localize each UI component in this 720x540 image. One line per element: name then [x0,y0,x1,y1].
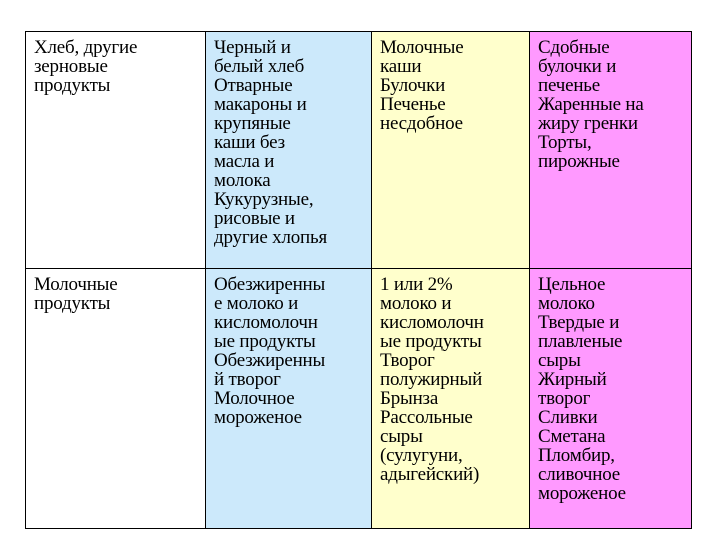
cell-text-line: булочки и [538,56,617,77]
cell-text-line: Печенье [380,94,446,115]
cell-text-line: Твердые и [538,312,620,333]
cell-text-line: сыры [380,426,423,447]
food-table [25,31,692,529]
cell-dairy-yellow [372,269,530,529]
cell-text-line: мороженое [214,407,302,428]
cell-text-line: ые продукты [214,331,316,352]
cell-text-line: Брынза [380,388,439,409]
cell-text-line: молока [214,170,271,191]
cell-text-line: сыры [538,350,581,371]
cell-text-line: Отварные [214,75,293,96]
cell-text-line: продукты [34,75,111,96]
cell-text-line: зерновые [34,56,108,77]
cell-text-line: белый хлеб [214,56,305,77]
cell-grains-category [26,32,206,269]
cell-text-line: печенье [538,75,600,96]
cell-text-line: Обезжиренны [214,274,326,295]
cell-text-line: сливочное [538,464,621,485]
cell-text-line: Сдобные [538,37,610,58]
cell-text-line: Молочные [380,37,464,58]
table-row-grains [26,32,692,269]
cell-text-line: адыгейский) [380,464,480,485]
cell-grains-blue [206,32,372,269]
cell-text-line: жиру гренки [538,113,638,134]
cell-dairy-pink [530,269,692,529]
cell-text-line: Черный и [214,37,291,58]
cell-text-line: Сливки [538,407,598,428]
cell-text-line: Цельное [538,274,606,295]
cell-text-line: Торты, [538,132,592,153]
cell-text-line: Хлеб, другие [34,37,138,58]
cell-text-line: продукты [34,293,111,314]
cell-text-line: масла и [214,151,275,172]
cell-text-line: каши [380,56,422,77]
table-row-dairy [26,269,692,529]
cell-text-line: молоко и [380,293,452,314]
cell-text-line: рисовые и [214,208,295,229]
cell-text-line: Булочки [380,75,446,96]
cell-grains-pink [530,32,692,269]
food-table-container [25,31,691,528]
cell-text-line: е молоко и [214,293,299,314]
cell-text-line: Сметана [538,426,606,447]
cell-text-line: молоко [538,293,595,314]
food-table-body [26,32,692,529]
cell-text-line: кисломолочн [380,312,484,333]
cell-text-line: Пломбир, [538,445,615,466]
cell-text-line: Жирный [538,369,607,390]
cell-text-line: мороженое [538,483,626,504]
cell-text-line: макароны и [214,94,307,115]
cell-text-line: кисломолочн [214,312,318,333]
cell-text-line: Рассольные [380,407,473,428]
cell-text-line: полужирный [380,369,483,390]
cell-text-line: Творог [380,350,435,371]
cell-grains-yellow [372,32,530,269]
cell-text-line: каши без [214,132,285,153]
cell-text-line: Молочное [214,388,295,409]
cell-text-line: пирожные [538,151,620,172]
cell-text-line: несдобное [380,113,463,134]
cell-text-line: Молочные [34,274,118,295]
cell-text-line: творог [538,388,591,409]
cell-text-line: (сулугуни, [380,445,463,466]
cell-text-line: другие хлопья [214,227,328,248]
cell-dairy-category [26,269,206,529]
cell-text-line: Обезжиренны [214,350,326,371]
cell-text-line: Жаренные на [538,94,644,115]
cell-text-line: Кукурузные, [214,189,314,210]
cell-text-line: плавленые [538,331,623,352]
cell-dairy-blue [206,269,372,529]
cell-text-line: ые продукты [380,331,482,352]
cell-text-line: крупяные [214,113,291,134]
cell-text-line: 1 или 2% [380,274,453,295]
cell-text-line: й творог [214,369,281,390]
